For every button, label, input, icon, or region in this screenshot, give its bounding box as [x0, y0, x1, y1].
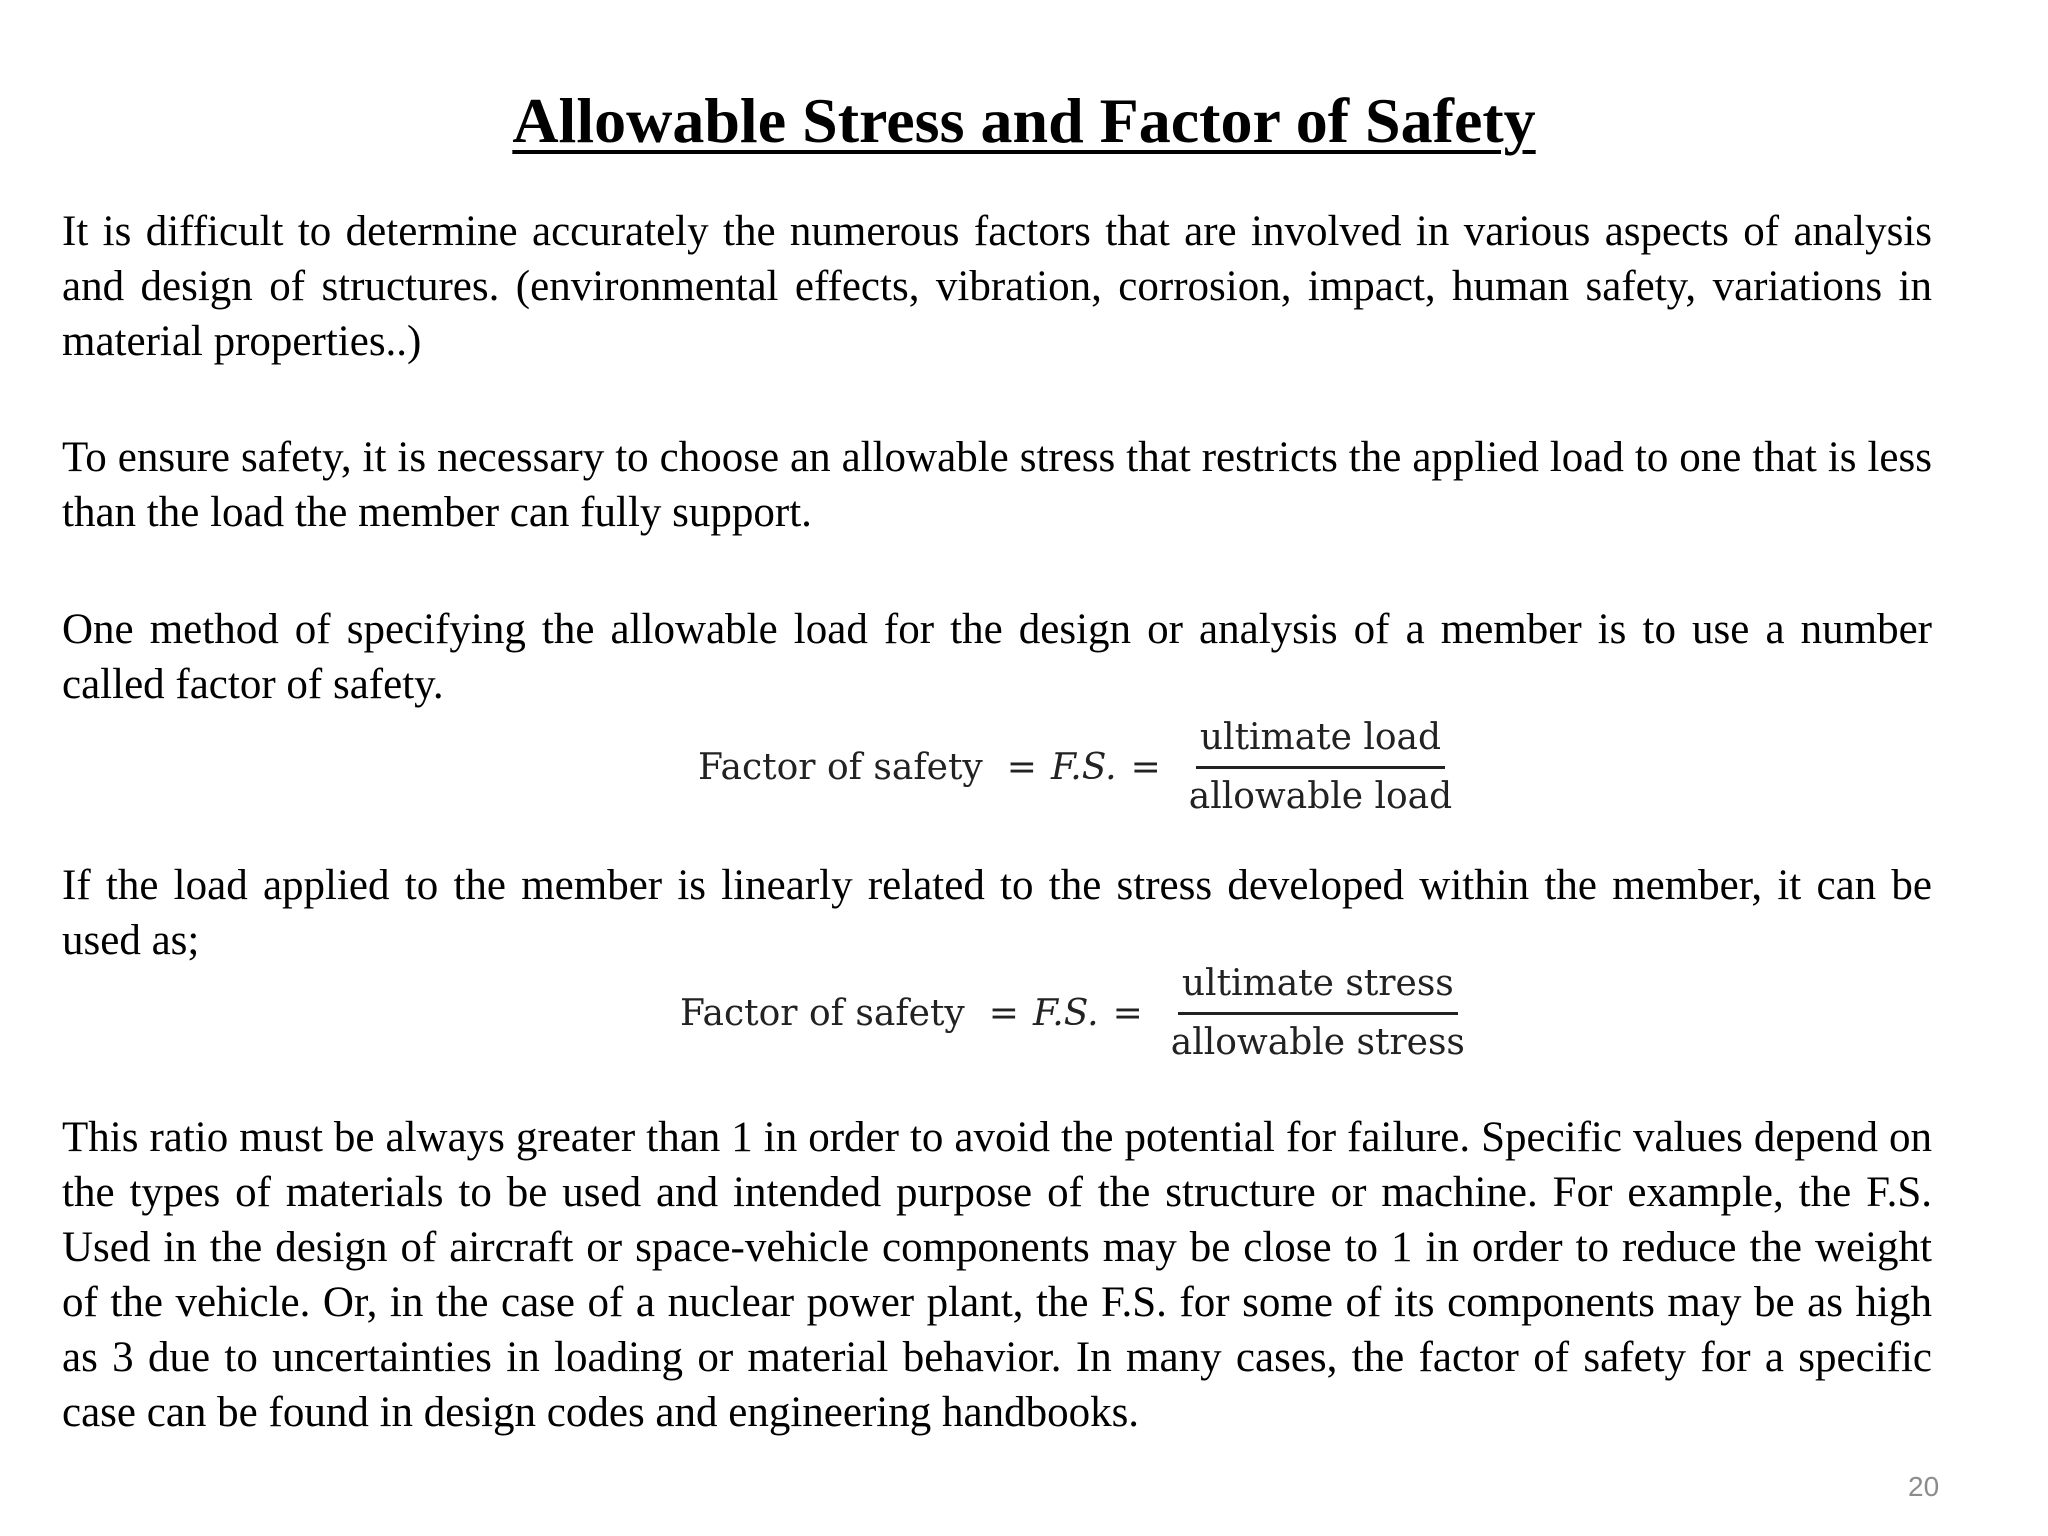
formula-stress	[680, 962, 1469, 1065]
paragraph-intro: It is difficult to determine accurately the numerous factors that are involved in various aspects of analysis and design of structures. (environmental effects, vibration, corrosion, impact, human safety, variations in material properties..)	[62, 208, 1932, 365]
formula-stress-equals-2: =	[1112, 993, 1143, 1034]
formula-load-numerator: ultimate load	[1196, 716, 1445, 769]
formula-stress-lhs: Factor of safety	[680, 993, 965, 1034]
paragraph-linear: If the load applied to the member is linearly related to the stress developed within the member, it can be used as;	[62, 862, 1932, 964]
formula-load-lhs: Factor of safety	[698, 747, 983, 788]
formula-load	[698, 716, 1456, 819]
formula-stress-numerator: ultimate stress	[1178, 962, 1458, 1015]
formula-load-equals: =	[1006, 747, 1037, 788]
slide-title: Allowable Stress and Factor of Safety	[512, 85, 1536, 156]
formula-load-symbol: F.S.	[1050, 747, 1117, 788]
formula-stress-denominator: allowable stress	[1170, 1022, 1465, 1063]
formula-stress-symbol: F.S.	[1032, 993, 1099, 1034]
formula-load-equals-2: =	[1130, 747, 1161, 788]
page-number: 20	[1908, 1471, 1940, 1502]
formula-stress-fraction	[1167, 962, 1469, 1065]
formula-load-fraction	[1185, 716, 1456, 819]
formula-load-denominator: allowable load	[1188, 776, 1453, 817]
formula-stress-equals: =	[988, 993, 1019, 1034]
paragraph-ratio: This ratio must be always greater than 1 in order to avoid the potential for failure. Specific values depend on the types of materials to be used and intended purpose of the structure or machine. For example, the F.S. Used in the design of aircraft or space-vehicle components may be close to 1 in order to reduce the weight of the vehicle. Or, in the case of a nuclear power plant, the F.S. for some of its components may be as high as 3 due to uncertainties in loading or material behavior. In many cases, the factor of safety for a specific case can be found in design codes and engineering handbooks.	[62, 1114, 1932, 1436]
paragraph-safety: To ensure safety, it is necessary to choose an allowable stress that restricts the applied load to one that is less than the load the member can fully support.	[62, 434, 1932, 536]
paragraph-method: One method of specifying the allowable load for the design or analysis of a member is to use a number called factor of safety.	[62, 606, 1932, 708]
